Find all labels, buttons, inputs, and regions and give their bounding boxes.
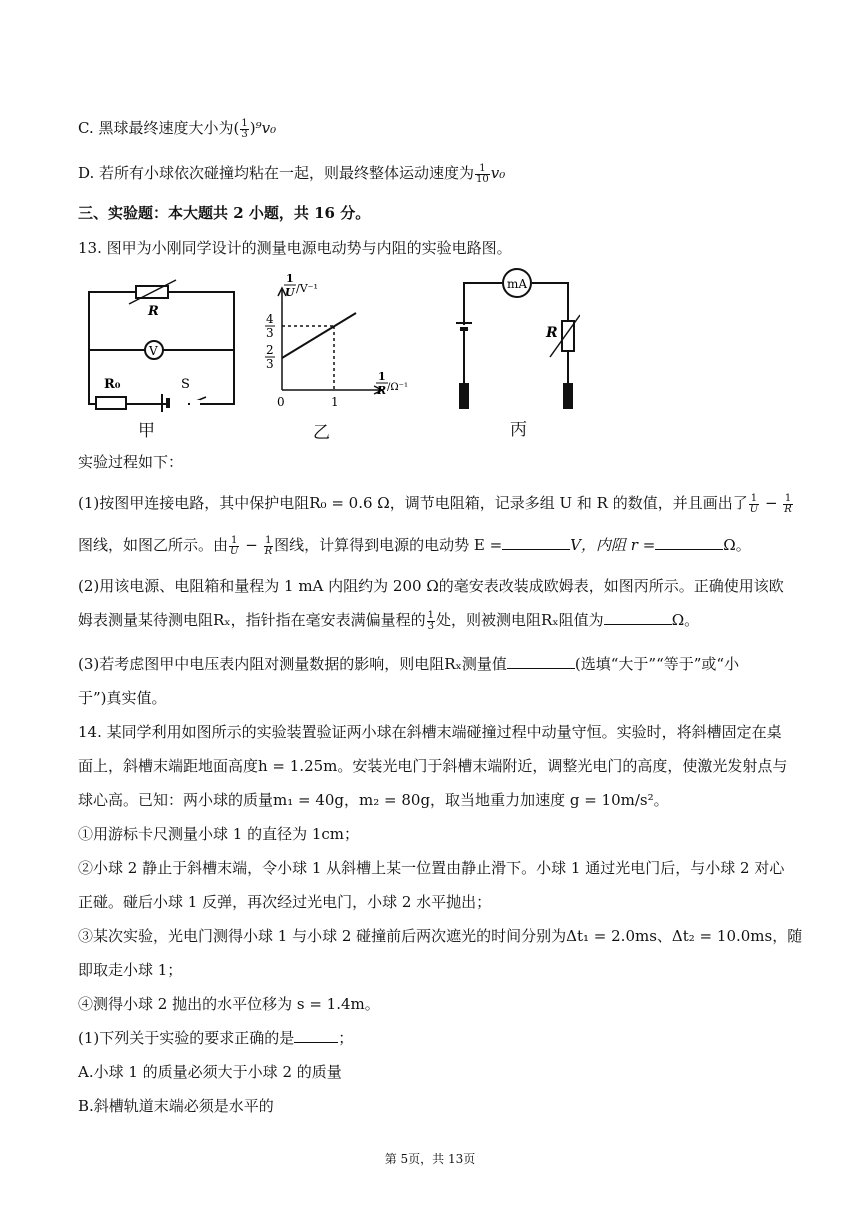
q14-ask1: (1)下列关于实验的要求正确的是 ；: [78, 1029, 354, 1047]
figure-bing-ohmmeter: [450, 265, 580, 415]
label-s: S: [181, 377, 190, 392]
svg-text:1: 1: [378, 370, 386, 383]
svg-text:R: R: [377, 384, 387, 397]
q14-step3-line2: 即取走小球 1；: [78, 961, 183, 979]
figure-jia-circuit: [84, 272, 244, 412]
section-heading: 三、实验题：本大题共 2 小题，共 16 分。: [78, 204, 371, 222]
label-v: V: [149, 344, 158, 358]
q14-step1: ①用游标卡尺测量小球 1 的直径为 1cm；: [78, 825, 360, 843]
q13-part2-line1: (2)用该电源、电阻箱和量程为 1 mA 内阻约为 200 Ω的毫安表改装成欧姆表，如图丙所示。正确使用该欧: [78, 577, 784, 595]
label-r-bing: R: [546, 325, 558, 341]
q14-line1: 14. 某同学利用如图所示的实验装置验证两小球在斜槽末端碰撞过程中动量守恒。实验时，将斜槽固定在桌: [78, 723, 782, 741]
svg-text:/V⁻¹: /V⁻¹: [296, 282, 318, 295]
label-r: R: [148, 304, 159, 319]
blank-compare[interactable]: [507, 654, 575, 669]
q13-part1-line1: (1)按图甲连接电路，其中保护电阻R₀ = 0.6 Ω，调节电阻箱，记录多组 U 和 R 的数值，并且画出了 $\frac{1}{U}$ − $\frac{1}{R}$: [78, 492, 792, 515]
q14-step2-line1: ②小球 2 静止于斜槽末端，令小球 1 从斜槽上某一位置由静止滑下。小球 1 通过光电门后，与小球 2 对心: [78, 859, 785, 877]
q14-line2: 面上，斜槽末端距地面高度h = 1.25m。安装光电门于斜槽末端附近，调整光电门的高度，使激光发射点与: [78, 757, 788, 775]
q14-option-a: A.小球 1 的质量必须大于小球 2 的质量: [78, 1063, 342, 1081]
q14-step2-line2: 正碰。碰后小球 1 反弹，再次经过光电门，小球 2 水平抛出；: [78, 893, 492, 911]
q13-part2-line2: 姆表测量某待测电阻Rₓ，指针指在毫安表满偏量程的 $\frac{1}{3}$ 处，则被测电阻Rₓ阻值为 Ω。: [78, 609, 700, 632]
figure-yi-graph: [258, 270, 408, 410]
q13-part1-line2: 图线，如图乙所示。由 $\frac{1}{U}$ − $\frac{1}{R}$ 图线，计算得到电源的电动势 E = V，内阻 r = Ω。: [78, 534, 751, 557]
svg-text:3: 3: [266, 357, 274, 371]
label-ma: mA: [507, 277, 528, 291]
blank-rx[interactable]: [604, 610, 672, 625]
q14-step3-line1: ③某次实验，光电门测得小球 1 与小球 2 碰撞前后两次遮光的时间分别为Δt₁ = 2.0ms、Δt₂ = 10.0ms，随: [78, 927, 803, 945]
page-footer: 第 5页，共 13页: [384, 1152, 476, 1166]
caption-yi: 乙: [313, 423, 330, 443]
caption-jia: 甲: [138, 421, 155, 441]
svg-text:4: 4: [266, 312, 274, 326]
q14-option-b: B.斜槽轨道末端必须是水平的: [78, 1097, 274, 1115]
svg-text:U: U: [285, 286, 295, 299]
svg-text:2: 2: [266, 343, 274, 357]
svg-text:/Ω⁻¹: /Ω⁻¹: [387, 382, 408, 393]
q13-stem: 13. 图甲为小刚同学设计的测量电源电动势与内阻的实验电路图。: [78, 239, 512, 257]
q13-part3-line2: 于”)真实值。: [78, 689, 167, 707]
blank-e[interactable]: [502, 535, 570, 550]
svg-text:1: 1: [286, 272, 294, 285]
option-d: D. 若所有小球依次碰撞均粘在一起，则最终整体运动速度为 $\frac{1}{10}$ v₀: [78, 162, 506, 185]
caption-bing: 丙: [510, 420, 527, 440]
q14-line3: 球心高。已知：两小球的质量m₁ = 40g，m₂ = 80g，取当地重力加速度 g = 10m/s²。: [78, 791, 669, 809]
option-c: C. 黑球最终速度大小为( $\frac{1}{3}$ )⁹v₀: [78, 117, 277, 140]
label-r0: R₀: [104, 377, 121, 392]
blank-r[interactable]: [655, 535, 723, 550]
svg-text:0: 0: [277, 395, 285, 409]
blank-choice[interactable]: [294, 1028, 338, 1043]
q13-part3-line1: (3)若考虑图甲中电压表内阻对测量数据的影响，则电阻Rₓ测量值 (选填“大于”“等于”或“小: [78, 655, 740, 673]
process-intro: 实验过程如下：: [78, 453, 184, 471]
svg-text:1: 1: [331, 395, 339, 409]
q14-step4: ④测得小球 2 抛出的水平位移为 s = 1.4m。: [78, 995, 380, 1013]
svg-text:3: 3: [266, 326, 274, 340]
